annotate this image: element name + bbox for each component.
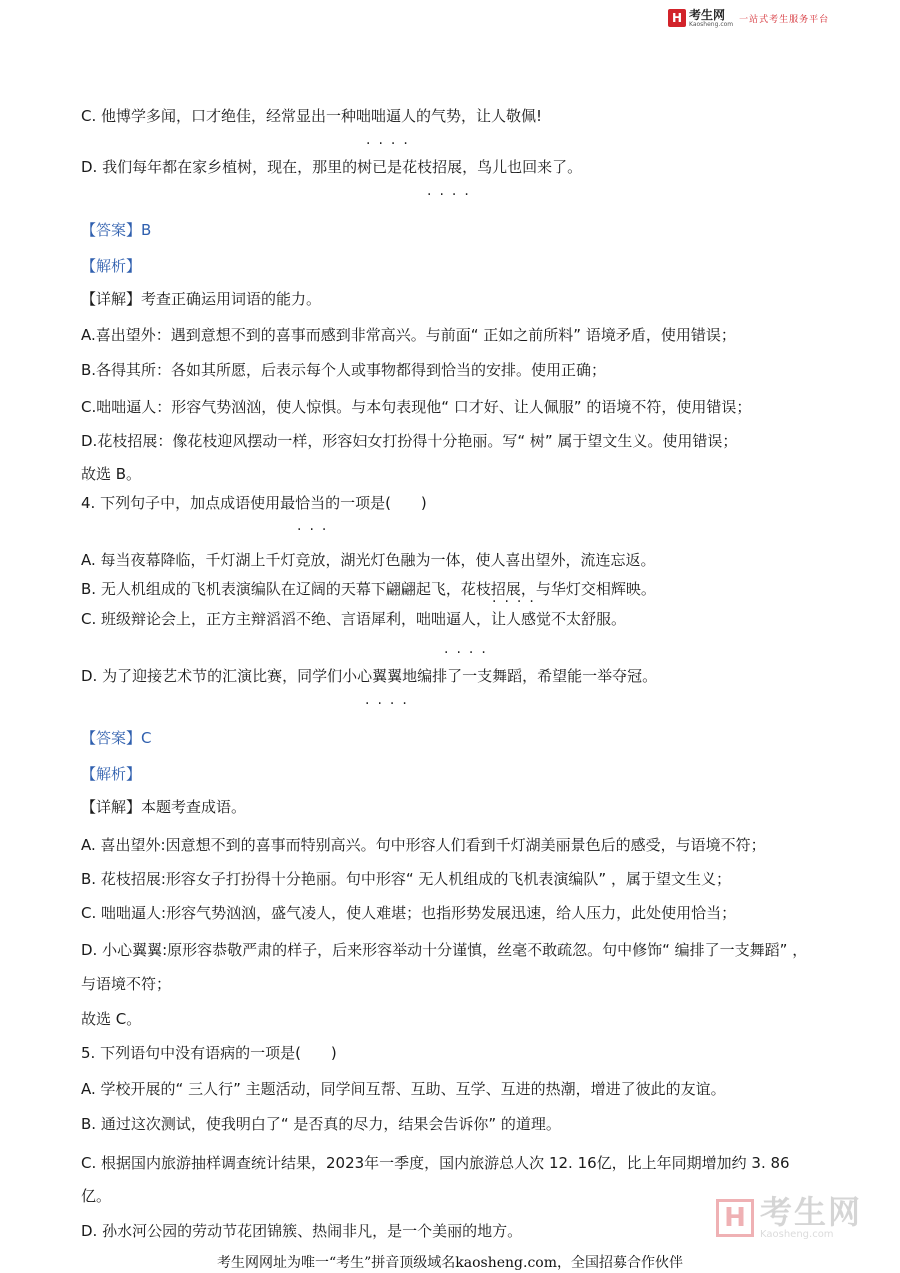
watermark-domain: Kaosheng.com — [760, 1229, 834, 1240]
option-c-q4: C. 班级辩论会上，正方主辩滔滔不绝、言语犀利，咄咄逼人，让人感觉不太舒服。 — [81, 610, 627, 628]
detail-text: 【详解】本题考查成语。 — [81, 798, 247, 816]
option-c-q5-cont: 亿。 — [81, 1187, 112, 1205]
detail-text: D.花枝招展：像花枝迎风摆动一样，形容妇女打扮得十分艳丽。写“ 树” 属于望文生义。使用错误； — [81, 432, 738, 450]
option-d-q4: D. 为了迎接艺术节的汇演比赛，同学们小心翼翼地编排了一支舞蹈，希望能一举夺冠。 — [81, 667, 658, 685]
emphasis-dots: ··· — [297, 522, 335, 538]
option-c-q5: C. 根据国内旅游抽样调查统计结果，2023年一季度，国内旅游总人次 12. 16亿，比上年同期增加约 3. 86 — [81, 1154, 790, 1172]
option-d-q5: D. 孙水河公园的劳动节花团锦簇、热闹非凡，是一个美丽的地方。 — [81, 1222, 523, 1240]
question-5: 5. 下列语句中没有语病的一项是( ) — [81, 1044, 337, 1062]
question-4: 4. 下列句子中，加点成语使用最恰当的一项是( ) — [81, 494, 427, 512]
logo-slogan: 一站式考生服务平台 — [739, 14, 830, 25]
emphasis-dots: ···· — [444, 645, 494, 661]
conclusion-text: 故选 C。 — [81, 1010, 142, 1028]
logo-domain: Kaosheng.com — [689, 20, 734, 28]
option-b-q4: B. 无人机组成的飞机表演编队在辽阔的天幕下翩翩起飞，花枝招展，与华灯交相辉映。 — [81, 580, 656, 598]
watermark-name: 考生网 — [760, 1193, 863, 1231]
emphasis-dots: ···· — [365, 696, 415, 712]
detail-text: 与语境不符； — [81, 975, 172, 993]
logo-name: 考生网 — [689, 7, 726, 22]
footer-text: 考生网网址为唯一“考生”拼音顶级域名kaosheng.com，全国招募合作伙伴 — [216, 1255, 684, 1271]
option-c-q3: C. 他博学多闻，口才绝佳，经常显出一种咄咄逼人的气势，让人敬佩! — [81, 107, 543, 125]
detail-text: A.喜出望外：遇到意想不到的喜事而感到非常高兴。与前面“ 正如之前所料” 语境矛盾，使用错误； — [81, 326, 736, 344]
option-d-q3: D. 我们每年都在家乡植树，现在，那里的树已是花枝招展，鸟儿也回来了。 — [81, 158, 583, 176]
emphasis-dots: ···· — [427, 187, 477, 203]
emphasis-dots: ···· — [366, 136, 416, 152]
option-a-q4: A. 每当夜幕降临，千灯湖上千灯竞放，湖光灯色融为一体，使人喜出望外，流连忘返。 — [81, 551, 656, 569]
logo-icon: H — [668, 9, 686, 27]
detail-text: 【详解】考查正确运用词语的能力。 — [81, 290, 322, 308]
emphasis-dots: ···· — [492, 594, 542, 610]
option-b-q5: B. 通过这次测试，使我明白了“ 是否真的尽力，结果会告诉你” 的道理。 — [81, 1115, 561, 1133]
detail-text: C. 咄咄逼人:形容气势汹汹，盛气凌人，使人难堪；也指形势发展迅速，给人压力，此处使用恰当； — [81, 904, 737, 922]
detail-text: A. 喜出望外:因意想不到的喜事而特别高兴。句中形容人们看到千灯湖美丽景色后的感受，与语境不符； — [81, 836, 766, 854]
detail-text: B. 花枝招展:形容女子打扮得十分艳丽。句中形容“ 无人机组成的飞机表演编队” ，属于望文生义； — [81, 870, 731, 888]
conclusion-text: 故选 B。 — [81, 465, 142, 483]
option-a-q5: A. 学校开展的“ 三人行” 主题活动，同学间互帮、互助、互学、互进的热潮，增进了彼此的友谊。 — [81, 1080, 726, 1098]
analysis-label: 【解析】 — [81, 765, 142, 783]
detail-text: B.各得其所：各如其所愿，后表示每个人或事物都得到恰当的安排。使用正确； — [81, 361, 607, 379]
detail-text: D. 小心翼翼:原形容恭敬严肃的样子，后来形容举动十分谨慎，丝毫不敢疏忽。句中修饰“ 编排了一支舞蹈” ， — [81, 941, 808, 959]
answer-label: 【答案】B — [81, 221, 152, 239]
detail-text: C.咄咄逼人：形容气势汹汹，使人惊惧。与本句表现他“ 口才好、让人佩服” 的语境不符，使用错误； — [81, 398, 752, 416]
analysis-label: 【解析】 — [81, 257, 142, 275]
watermark-logo — [716, 1193, 863, 1240]
answer-label: 【答案】C — [81, 729, 152, 747]
header-logo — [668, 8, 829, 28]
watermark-icon: H — [716, 1199, 754, 1237]
